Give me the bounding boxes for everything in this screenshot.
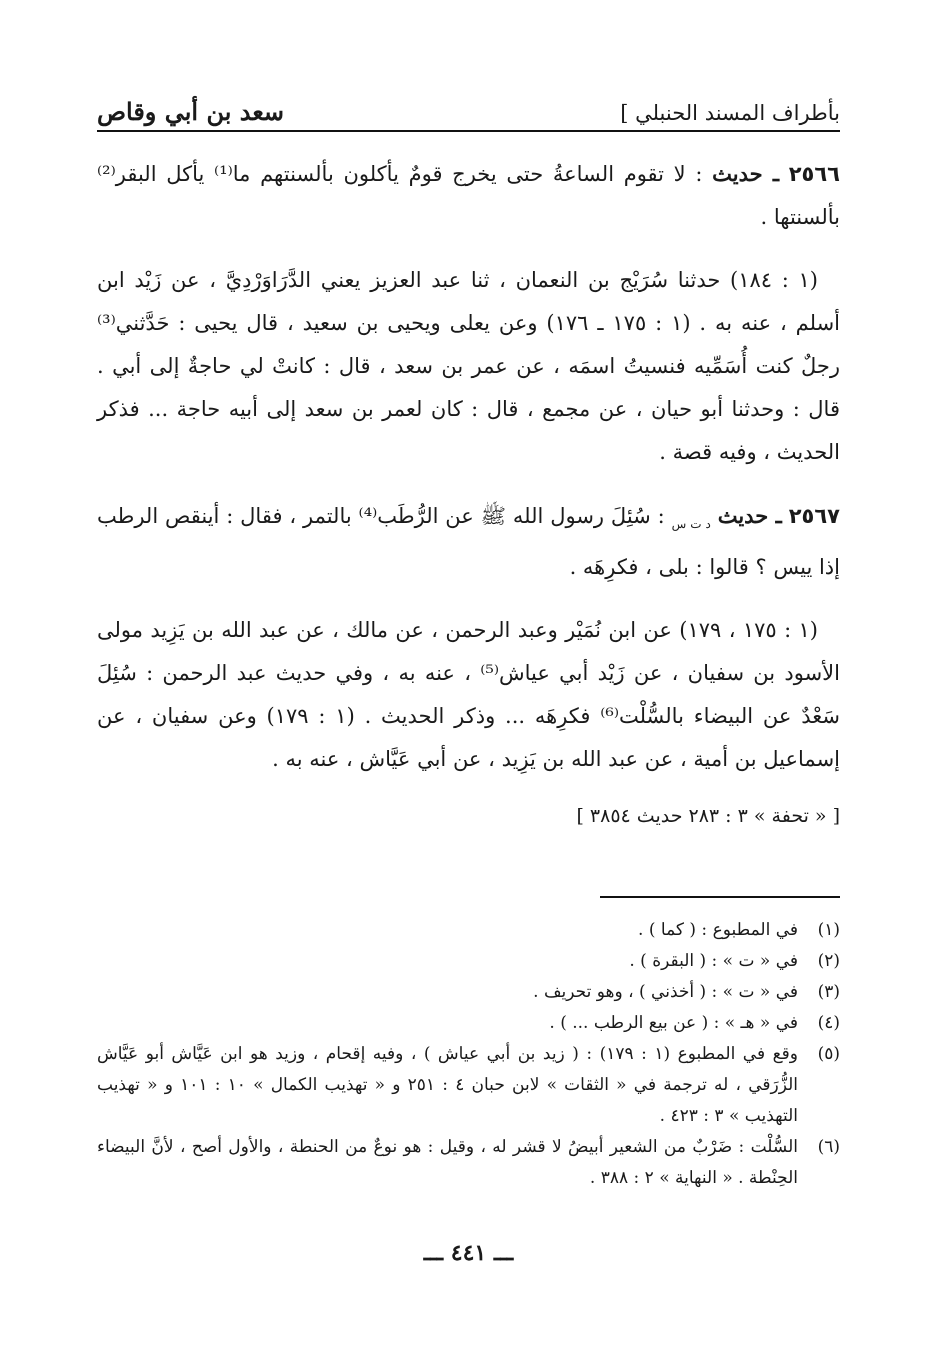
footnote-text: في « ت » : ( البقرة ) . xyxy=(629,951,798,971)
hadith-sanad: (١ : ١٧٥ ، ١٧٩) عن ابن نُمَيْر وعبد الرحمن ، عن مالك ، عن عبد الله بن يَزِيد مولى الأسود بن سفيان ، عن زَيْد أبي عياش⁽⁵⁾ ، عنه به ، وفي حديث عبد الرحمن : سُئِلَ سَعْدٌ عن البيضاء بالسُّلْت⁽⁶⁾ فكرِهَه ... وذكر الحديث . (١ : ١٧٩) وعن سفيان ، عن إسماعيل بن أمية ، عن عبد الله بن يَزِيد ، عن أبي عَيَّاش ، عنه به . xyxy=(97,618,840,772)
hadith-entry xyxy=(97,152,840,239)
hadith-sanad: (١ : ١٨٤) حدثنا سُرَيْج بن النعمان ، ثنا عبد العزيز يعني الدَّرَاوَرْدِيَّ ، عن زَيْد ابن أسلم ، عنه به . (١ : ١٧٥ ـ ١٧٦) وعن يعلى ويحيى بن سعيد ، قال يحيى : حَدَّثني⁽³⁾ رجلٌ كنت أُسَمِّيه فنسيتُ اسمَه ، عن عمر بن سعد ، قال : كانتْ لي حاجةٌ إلى أبي . قال : وحدثنا أبو حيان ، عن مجمع ، قال : كان لعمر بن سعد إلى أبيه حاجة ... فذكر الحديث ، وفيه قصة . xyxy=(97,268,840,464)
page-number: ـــ ٤٤١ ـــ xyxy=(423,1240,514,1266)
footnote-rule xyxy=(600,896,840,898)
footnote-text: السُّلْت : ضَرْبٌ من الشعير أبيضُ لا قشر له ، وقيل : هو نوعٌ من الحنطة ، والأول أصح ، لأنَّ البيضاء الحِنْطة . « النهاية » ٢ : ٣٨٨ . xyxy=(97,1137,798,1188)
hadith-number: ٢٥٦٧ xyxy=(788,504,840,528)
footnote-number: (٥) xyxy=(817,1044,840,1064)
tuhfa-reference: [ « تحفة » ٣ : ٢٨٣ حديث ٣٨٥٤ ] xyxy=(576,805,840,828)
footnote xyxy=(97,1039,840,1132)
hadith-label: ـ حديث xyxy=(712,161,780,186)
hadith-number: ٢٥٦٦ xyxy=(788,162,841,186)
footnote-text: وقع في المطبوع (١ : ١٧٩) : ( زيد بن أبي عياش ) ، وفيه إقحام ، وزيد هو ابن عَيَّاش أبو عَيَّاش الزُّرَقي ، له ترجمة في « الثقات » لابن حبان ٤ : ٢٥١ و « تهذيب الكمال » ١٠ : ١٠١ و « تهذيب التهذيب » ٣ : ٤٢٣ . xyxy=(97,1044,798,1126)
footnote xyxy=(97,1132,840,1194)
footnote-text: في المطبوع : ( كما ) . xyxy=(638,920,798,940)
running-title: بأطراف المسند الحنبلي ] xyxy=(620,101,840,125)
footnote-number: (٦) xyxy=(817,1137,840,1157)
main-text xyxy=(97,152,840,831)
hadith-entry xyxy=(97,494,840,589)
footnote xyxy=(97,946,840,977)
hadith-sigla: د ت س xyxy=(671,517,711,532)
footnote-number: (١) xyxy=(817,920,840,940)
footnote-text: في « ت » : ( أخذني ) ، وهو تحريف . xyxy=(533,982,798,1002)
hadith-text: : سُئِلَ رسول الله ﷺ عن الرُّطَب⁽⁴⁾ بالتمر ، فقال : أينقص الرطب إذا ييس ؟ قالوا : بلى ، فكرِهَه . xyxy=(97,504,840,580)
footnote-number: (٤) xyxy=(817,1013,840,1033)
footnotes xyxy=(97,915,840,1194)
hadith-text: : لا تقوم الساعةُ حتى يخرج قومٌ يأكلون بألسنتهم ما⁽¹⁾ يأكل البقر⁽²⁾ بألسنتها . xyxy=(97,162,840,229)
footnote-number: (٣) xyxy=(817,982,840,1002)
footnote-text: في « هـ » : ( عن بيع الرطب ... ) . xyxy=(549,1013,798,1033)
companion-name: سعد بن أبي وقاص xyxy=(97,97,285,126)
footnote xyxy=(97,915,840,946)
footnote-number: (٢) xyxy=(817,951,840,971)
hadith-label: ـ حديث xyxy=(717,503,782,528)
running-header xyxy=(97,90,840,132)
footnote xyxy=(97,977,840,1008)
footnote xyxy=(97,1008,840,1039)
